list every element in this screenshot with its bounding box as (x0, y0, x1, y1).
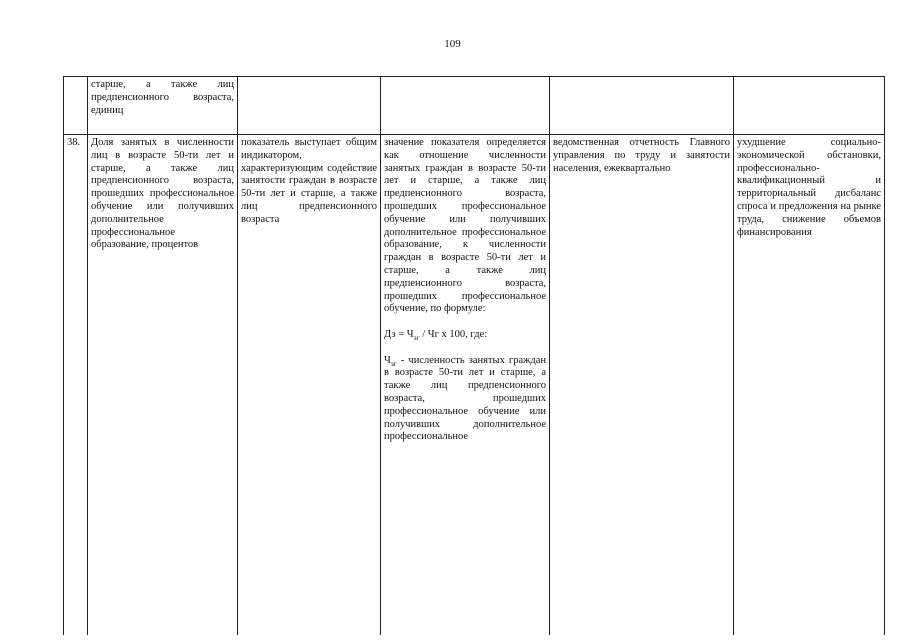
cell-risks: ухудшение социально-экономической обстановки, профессионально-квалификационный и территориальный дисбаланс спроса и предложения на рынке труда, снижение объемов финансирования (734, 135, 885, 636)
formula-lhs: Дз = Ч (384, 328, 414, 340)
formula-rest: / Чг x 100, где: (419, 328, 488, 340)
cell-source (550, 77, 734, 135)
cell-risks (734, 77, 885, 135)
table-row-continuation (64, 77, 885, 135)
calculation-formula (384, 329, 546, 342)
table-row-38 (64, 135, 885, 636)
cell-calculation (381, 77, 550, 135)
cell-number: 38. (64, 135, 88, 636)
calculation-definition (384, 355, 546, 445)
definition-text: - численность занятых граждан в возрасте 50-ти лет и старше, а также лиц предпенсионного возраста, прошедших профессиональное обучение или получивших дополнительное профессиональное (384, 354, 546, 443)
cell-indicator: старше, а также лиц предпенсионного возраста, единиц (88, 77, 238, 135)
cell-description: показатель выступает общим индикатором, характеризующим содействие занятости граждан в возрасте 50-ти лет и старше, а также лиц предпенсионного возраста (238, 135, 381, 636)
page-number: 109 (444, 38, 461, 50)
cell-indicator: Доля занятых в численности лиц в возрасте 50-ти лет и старше, а также лиц предпенсионного возраста, прошедших профессиональное обучение или получивших дополнительное профессиональное образование, процентов (88, 135, 238, 636)
calculation-paragraph: значение показателя определяется как отношение численности занятых граждан в возрасте 50-ти лет и старше, а также лиц предпенсионного возраста, прошедших профессиональное обучение или получивших дополнительное профессиональное образование, к численности граждан в возрасте 50-ти лет и старше, а также лиц предпенсионного возраста, прошедших профессиональное обучение, по формуле: (384, 137, 546, 315)
cell-source: ведомственная отчетность Главного управления по труду и занятости населения, ежеквартально (550, 135, 734, 636)
cell-calculation (381, 135, 550, 636)
cell-number (64, 77, 88, 135)
cell-description (238, 77, 381, 135)
definition-term: Ч (384, 354, 391, 366)
indicators-table (63, 76, 885, 635)
formula-subscript: зг (413, 333, 420, 343)
definition-subscript: зг (390, 358, 397, 368)
